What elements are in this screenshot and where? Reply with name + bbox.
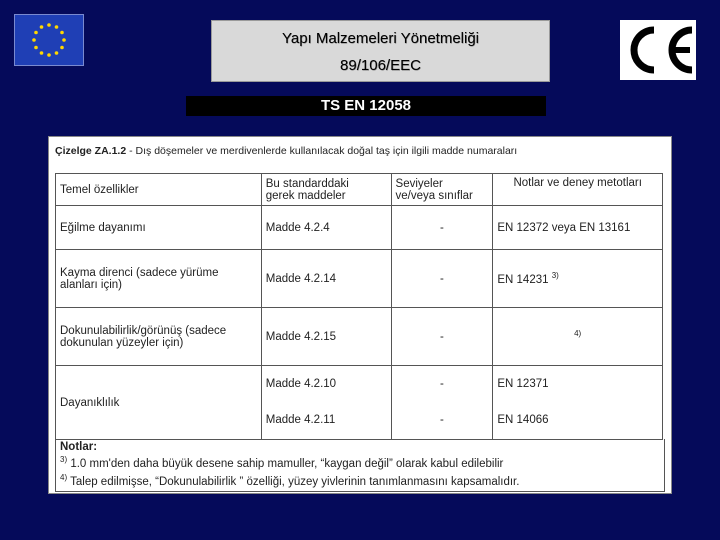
standard-number-bar: TS EN 12058	[186, 96, 546, 116]
header-levels	[391, 174, 493, 206]
eu-star-icon	[60, 46, 64, 50]
row-method-a: EN 12371	[493, 366, 663, 402]
note-3-text: 1.0 mm'den daha büyük desene sahip mamuller, “kaygan değil” olarak kabul edilebilir	[70, 457, 504, 470]
note-4	[60, 471, 660, 489]
row-property-line1: Dokunulabilirlik/görünüş (sadece	[60, 324, 227, 337]
eu-star-icon	[32, 38, 36, 42]
row-method	[493, 250, 663, 308]
header-clauses	[261, 174, 391, 206]
row-level: -	[391, 308, 493, 366]
table-row	[56, 250, 663, 308]
row-clause: Madde 4.2.14	[261, 250, 391, 308]
row-method-text: EN 14231	[497, 273, 549, 286]
header-levels-line1: Seviyeler	[395, 177, 443, 190]
row-clause: Madde 4.2.15	[261, 308, 391, 366]
row-method-footnote: 3)	[551, 271, 559, 281]
eu-star-icon	[55, 25, 59, 29]
document-page	[48, 136, 672, 494]
eu-star-icon	[40, 25, 44, 29]
row-method-b: EN 14066	[493, 402, 663, 440]
row-level: -	[391, 250, 493, 308]
eu-star-icon	[34, 31, 38, 35]
eu-star-icon	[62, 38, 66, 42]
header-levels-line2: ve/veya sınıflar	[395, 189, 473, 202]
table-header-row	[56, 174, 663, 206]
table-row	[56, 206, 663, 250]
eu-flag-logo	[14, 14, 84, 66]
header-methods: Notlar ve deney metotları	[493, 174, 663, 206]
row-property-line1: Kayma direnci (sadece yürüme	[60, 266, 219, 279]
header-clauses-line2: gerek maddeler	[265, 189, 346, 202]
table-caption-text: - Dış döşemeler ve merdivenlerde kullanılacak doğal taş için ilgili madde numaraları	[126, 145, 518, 157]
note-3-marker: 3)	[60, 455, 68, 464]
table-row	[56, 308, 663, 366]
table-row	[56, 366, 663, 402]
eu-star-icon	[47, 53, 51, 57]
row-method: EN 12372 veya EN 13161	[493, 206, 663, 250]
row-property	[56, 308, 262, 366]
notes-box	[55, 439, 665, 492]
eu-star-icon	[60, 31, 64, 35]
eu-star-icon	[40, 51, 44, 55]
note-4-text: Talep edilmişse, “Dokunulabilirlik ” özelliği, yüzey yivlerinin tanımlanmasını kapsamalıdır.	[70, 475, 520, 488]
eu-stars-icon	[15, 15, 83, 65]
eu-star-icon	[34, 46, 38, 50]
header-properties: Temel özellikler	[56, 174, 262, 206]
row-clause-a: Madde 4.2.10	[261, 366, 391, 402]
note-4-marker: 4)	[60, 472, 68, 482]
table-caption-id: Çizelge ZA.1.2	[55, 145, 127, 157]
row-level-a: -	[391, 366, 493, 402]
spec-table	[55, 173, 663, 440]
title-box	[211, 20, 550, 82]
ce-mark-logo	[620, 20, 696, 80]
row-clause: Madde 4.2.4	[261, 206, 391, 250]
row-property-line2: dokunulan yüzeyler için)	[60, 336, 184, 349]
row-level: -	[391, 206, 493, 250]
row-clause-b: Madde 4.2.11	[261, 402, 391, 440]
ce-mark-icon	[620, 20, 696, 80]
row-property: Eğilme dayanımı	[56, 206, 262, 250]
header-clauses-line1: Bu standarddaki	[265, 177, 349, 190]
eu-star-icon	[47, 23, 51, 27]
notes-title: Notlar:	[60, 441, 98, 453]
row-property: Dayanıklılık	[56, 366, 262, 440]
eu-star-icon	[55, 51, 59, 55]
title-line-2: 89/106/EEC	[340, 57, 421, 74]
row-level-b: -	[391, 402, 493, 440]
row-method	[493, 308, 663, 366]
row-property-line2: alanları için)	[60, 278, 122, 291]
table-caption	[55, 145, 517, 157]
title-line-1: Yapı Malzemeleri Yönetmeliği	[281, 30, 480, 47]
note-3	[60, 453, 660, 471]
row-property	[56, 250, 262, 308]
row-method-footnote: 4)	[574, 329, 582, 339]
